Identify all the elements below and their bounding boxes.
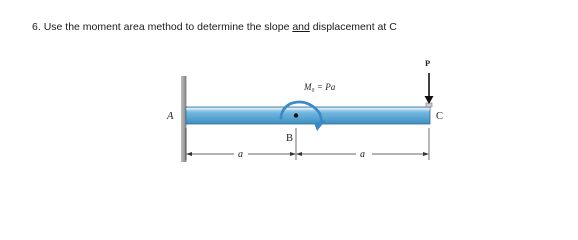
down-arrow-icon xyxy=(425,73,434,104)
problem-number: 6. xyxy=(32,21,41,33)
fixed-support-wall xyxy=(181,76,186,162)
label-span-left: a xyxy=(238,149,243,160)
label-c-end: C xyxy=(436,111,444,122)
label-span-right: a xyxy=(360,149,365,160)
label-a-support: A xyxy=(167,111,174,122)
label-b-point: B xyxy=(286,133,294,144)
problem-text-underlined: and xyxy=(292,21,310,33)
dimension-lines xyxy=(186,128,429,160)
label-load-p: P xyxy=(425,58,431,68)
problem-text-start: Use the moment area method to determine the slope xyxy=(43,21,293,33)
beam xyxy=(186,107,430,124)
label-moment: M₀ = Pa xyxy=(304,82,336,92)
problem-text-end: displacement at C xyxy=(309,21,397,33)
moment-point xyxy=(294,113,298,117)
